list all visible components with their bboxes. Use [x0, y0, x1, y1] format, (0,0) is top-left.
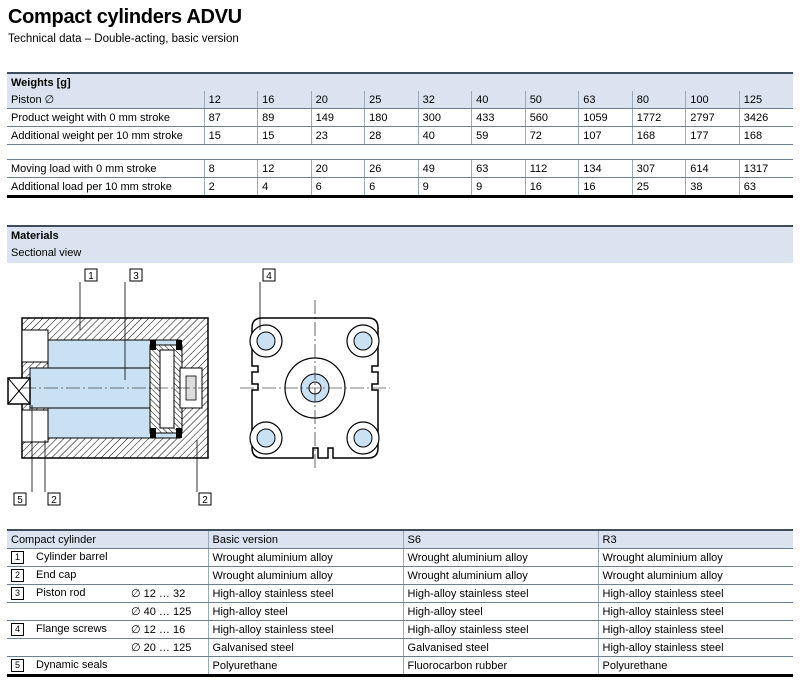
part-number-badge: 2 [11, 569, 24, 582]
weights-value-cell: 168 [739, 127, 793, 145]
materials-basic-cell: High-alloy stainless steel [208, 585, 403, 603]
materials-range-cell [127, 549, 208, 567]
svg-text:4: 4 [266, 271, 272, 282]
weights-row-label: Product weight with 0 mm stroke [7, 109, 204, 127]
piston-size-cell: 80 [632, 91, 686, 109]
part-name: End cap [36, 569, 77, 581]
svg-text:5: 5 [17, 495, 23, 506]
svg-text:2: 2 [51, 495, 57, 506]
materials-table [7, 529, 793, 677]
weights-row-label: Additional weight per 10 mm stroke [7, 127, 204, 145]
materials-range-cell: ∅ 40 … 125 [127, 603, 208, 621]
materials-part-cell [7, 621, 127, 639]
materials-col-header: R3 [598, 530, 793, 549]
materials-part-cell [7, 585, 127, 603]
svg-text:2: 2 [202, 495, 208, 506]
materials-part-cell [7, 567, 127, 585]
part-number-badge: 5 [11, 659, 24, 672]
callout-2-left [48, 493, 60, 506]
materials-header-row [7, 530, 793, 549]
part-name: Cylinder barrel [36, 551, 108, 563]
svg-text:1: 1 [88, 271, 94, 282]
materials-row [7, 549, 793, 567]
weights-value-cell: 20 [311, 160, 365, 178]
materials-range-cell [127, 567, 208, 585]
part-name: Flange screws [36, 623, 107, 635]
materials-basic-cell: Galvanised steel [208, 639, 403, 657]
weights-value-cell: 16 [579, 178, 633, 197]
materials-basic-cell: High-alloy steel [208, 603, 403, 621]
weights-value-cell: 26 [365, 160, 419, 178]
weights-value-cell: 560 [525, 109, 579, 127]
page-subtitle: Technical data – Double-acting, basic version [8, 33, 239, 45]
materials-part-cell [7, 603, 127, 621]
materials-r3-cell: High-alloy stainless steel [598, 639, 793, 657]
materials-basic-cell: Wrought aluminium alloy [208, 567, 403, 585]
materials-col-header: Compact cylinder [7, 530, 208, 549]
weights-value-cell: 9 [472, 178, 526, 197]
materials-range-cell: ∅ 12 … 16 [127, 621, 208, 639]
materials-r3-cell: High-alloy stainless steel [598, 585, 793, 603]
materials-r3-cell: Polyurethane [598, 657, 793, 676]
materials-r3-cell: Wrought aluminium alloy [598, 549, 793, 567]
materials-row [7, 585, 793, 603]
callout-1 [85, 269, 97, 282]
materials-row [7, 567, 793, 585]
piston-size-cell: 20 [311, 91, 365, 109]
weights-value-cell: 433 [472, 109, 526, 127]
callout-4 [263, 269, 275, 282]
materials-basic-cell: High-alloy stainless steel [208, 621, 403, 639]
piston-size-cell: 12 [204, 91, 258, 109]
cylinder-end-view [240, 300, 390, 470]
weights-value-cell: 59 [472, 127, 526, 145]
weights-value-cell: 4 [258, 178, 312, 197]
materials-basic-cell: Polyurethane [208, 657, 403, 676]
callout-5 [14, 493, 26, 506]
piston-size-cell: 32 [418, 91, 472, 109]
piston-size-cell: 25 [365, 91, 419, 109]
weights-value-cell: 2797 [686, 109, 740, 127]
materials-r3-cell: Wrought aluminium alloy [598, 567, 793, 585]
weights-value-cell: 16 [525, 178, 579, 197]
weights-value-cell: 40 [418, 127, 472, 145]
piston-size-cell: 125 [739, 91, 793, 109]
weights-value-cell: 300 [418, 109, 472, 127]
materials-r3-cell: High-alloy stainless steel [598, 603, 793, 621]
materials-heading: Materials [7, 225, 793, 244]
piston-label: Piston ∅ [7, 91, 204, 109]
materials-row [7, 639, 793, 657]
materials-part-cell [7, 657, 127, 676]
weights-value-cell: 6 [311, 178, 365, 197]
weights-value-cell: 63 [472, 160, 526, 178]
materials-range-cell [127, 657, 208, 676]
sectional-view-label: Sectional view [7, 244, 793, 263]
materials-part-cell [7, 549, 127, 567]
weights-value-cell: 28 [365, 127, 419, 145]
weights-value-cell: 9 [418, 178, 472, 197]
weights-value-cell: 3426 [739, 109, 793, 127]
materials-s6-cell: High-alloy stainless steel [403, 621, 598, 639]
weights-value-cell: 1772 [632, 109, 686, 127]
weights-value-cell: 25 [632, 178, 686, 197]
weights-value-cell: 168 [632, 127, 686, 145]
materials-part-cell [7, 639, 127, 657]
materials-row [7, 657, 793, 676]
piston-size-cell: 63 [579, 91, 633, 109]
weights-value-cell: 1059 [579, 109, 633, 127]
materials-s6-cell: Wrought aluminium alloy [403, 549, 598, 567]
materials-col-header: Basic version [208, 530, 403, 549]
weights-value-cell: 38 [686, 178, 740, 197]
weights-value-cell: 1317 [739, 160, 793, 178]
weights-value-cell: 6 [365, 178, 419, 197]
weights-value-cell: 89 [258, 109, 312, 127]
piston-size-cell: 100 [686, 91, 740, 109]
weights-value-cell: 107 [579, 127, 633, 145]
weights-value-cell: 15 [204, 127, 258, 145]
materials-s6-cell: High-alloy stainless steel [403, 585, 598, 603]
weights-value-cell: 112 [525, 160, 579, 178]
svg-text:3: 3 [133, 271, 139, 282]
part-number-badge: 4 [11, 623, 24, 636]
weights-value-cell: 149 [311, 109, 365, 127]
materials-basic-cell: Wrought aluminium alloy [208, 549, 403, 567]
piston-size-cell: 16 [258, 91, 312, 109]
materials-r3-cell: High-alloy stainless steel [598, 621, 793, 639]
weights-value-cell: 180 [365, 109, 419, 127]
part-name: Piston rod [36, 587, 86, 599]
materials-s6-cell: High-alloy steel [403, 603, 598, 621]
piston-size-cell: 50 [525, 91, 579, 109]
part-number-badge: 1 [11, 551, 24, 564]
materials-range-cell: ∅ 20 … 125 [127, 639, 208, 657]
piston-size-cell: 40 [472, 91, 526, 109]
materials-range-cell: ∅ 12 … 32 [127, 585, 208, 603]
weights-row-label: Moving load with 0 mm stroke [7, 160, 204, 178]
page-title: Compact cylinders ADVU [8, 6, 242, 28]
callout-3 [130, 269, 142, 282]
weights-value-cell: 307 [632, 160, 686, 178]
weights-row-label: Additional load per 10 mm stroke [7, 178, 204, 197]
weights-value-cell: 72 [525, 127, 579, 145]
weights-value-cell: 12 [258, 160, 312, 178]
weights-title: Weights [g] [7, 73, 793, 91]
weights-value-cell: 87 [204, 109, 258, 127]
weights-value-cell: 614 [686, 160, 740, 178]
weights-value-cell: 2 [204, 178, 258, 197]
weights-value-cell: 15 [258, 127, 312, 145]
materials-s6-cell: Fluorocarbon rubber [403, 657, 598, 676]
weights-value-cell: 23 [311, 127, 365, 145]
materials-row [7, 621, 793, 639]
weights-value-cell: 49 [418, 160, 472, 178]
cylinder-section-view [8, 318, 208, 458]
weights-value-cell: 8 [204, 160, 258, 178]
materials-row [7, 603, 793, 621]
materials-s6-cell: Galvanised steel [403, 639, 598, 657]
weights-value-cell: 177 [686, 127, 740, 145]
callout-2-right [199, 493, 211, 506]
part-name: Dynamic seals [36, 659, 108, 671]
weights-value-cell: 134 [579, 160, 633, 178]
materials-s6-cell: Wrought aluminium alloy [403, 567, 598, 585]
materials-col-header: S6 [403, 530, 598, 549]
part-number-badge: 3 [11, 587, 24, 600]
weights-value-cell: 63 [739, 178, 793, 197]
